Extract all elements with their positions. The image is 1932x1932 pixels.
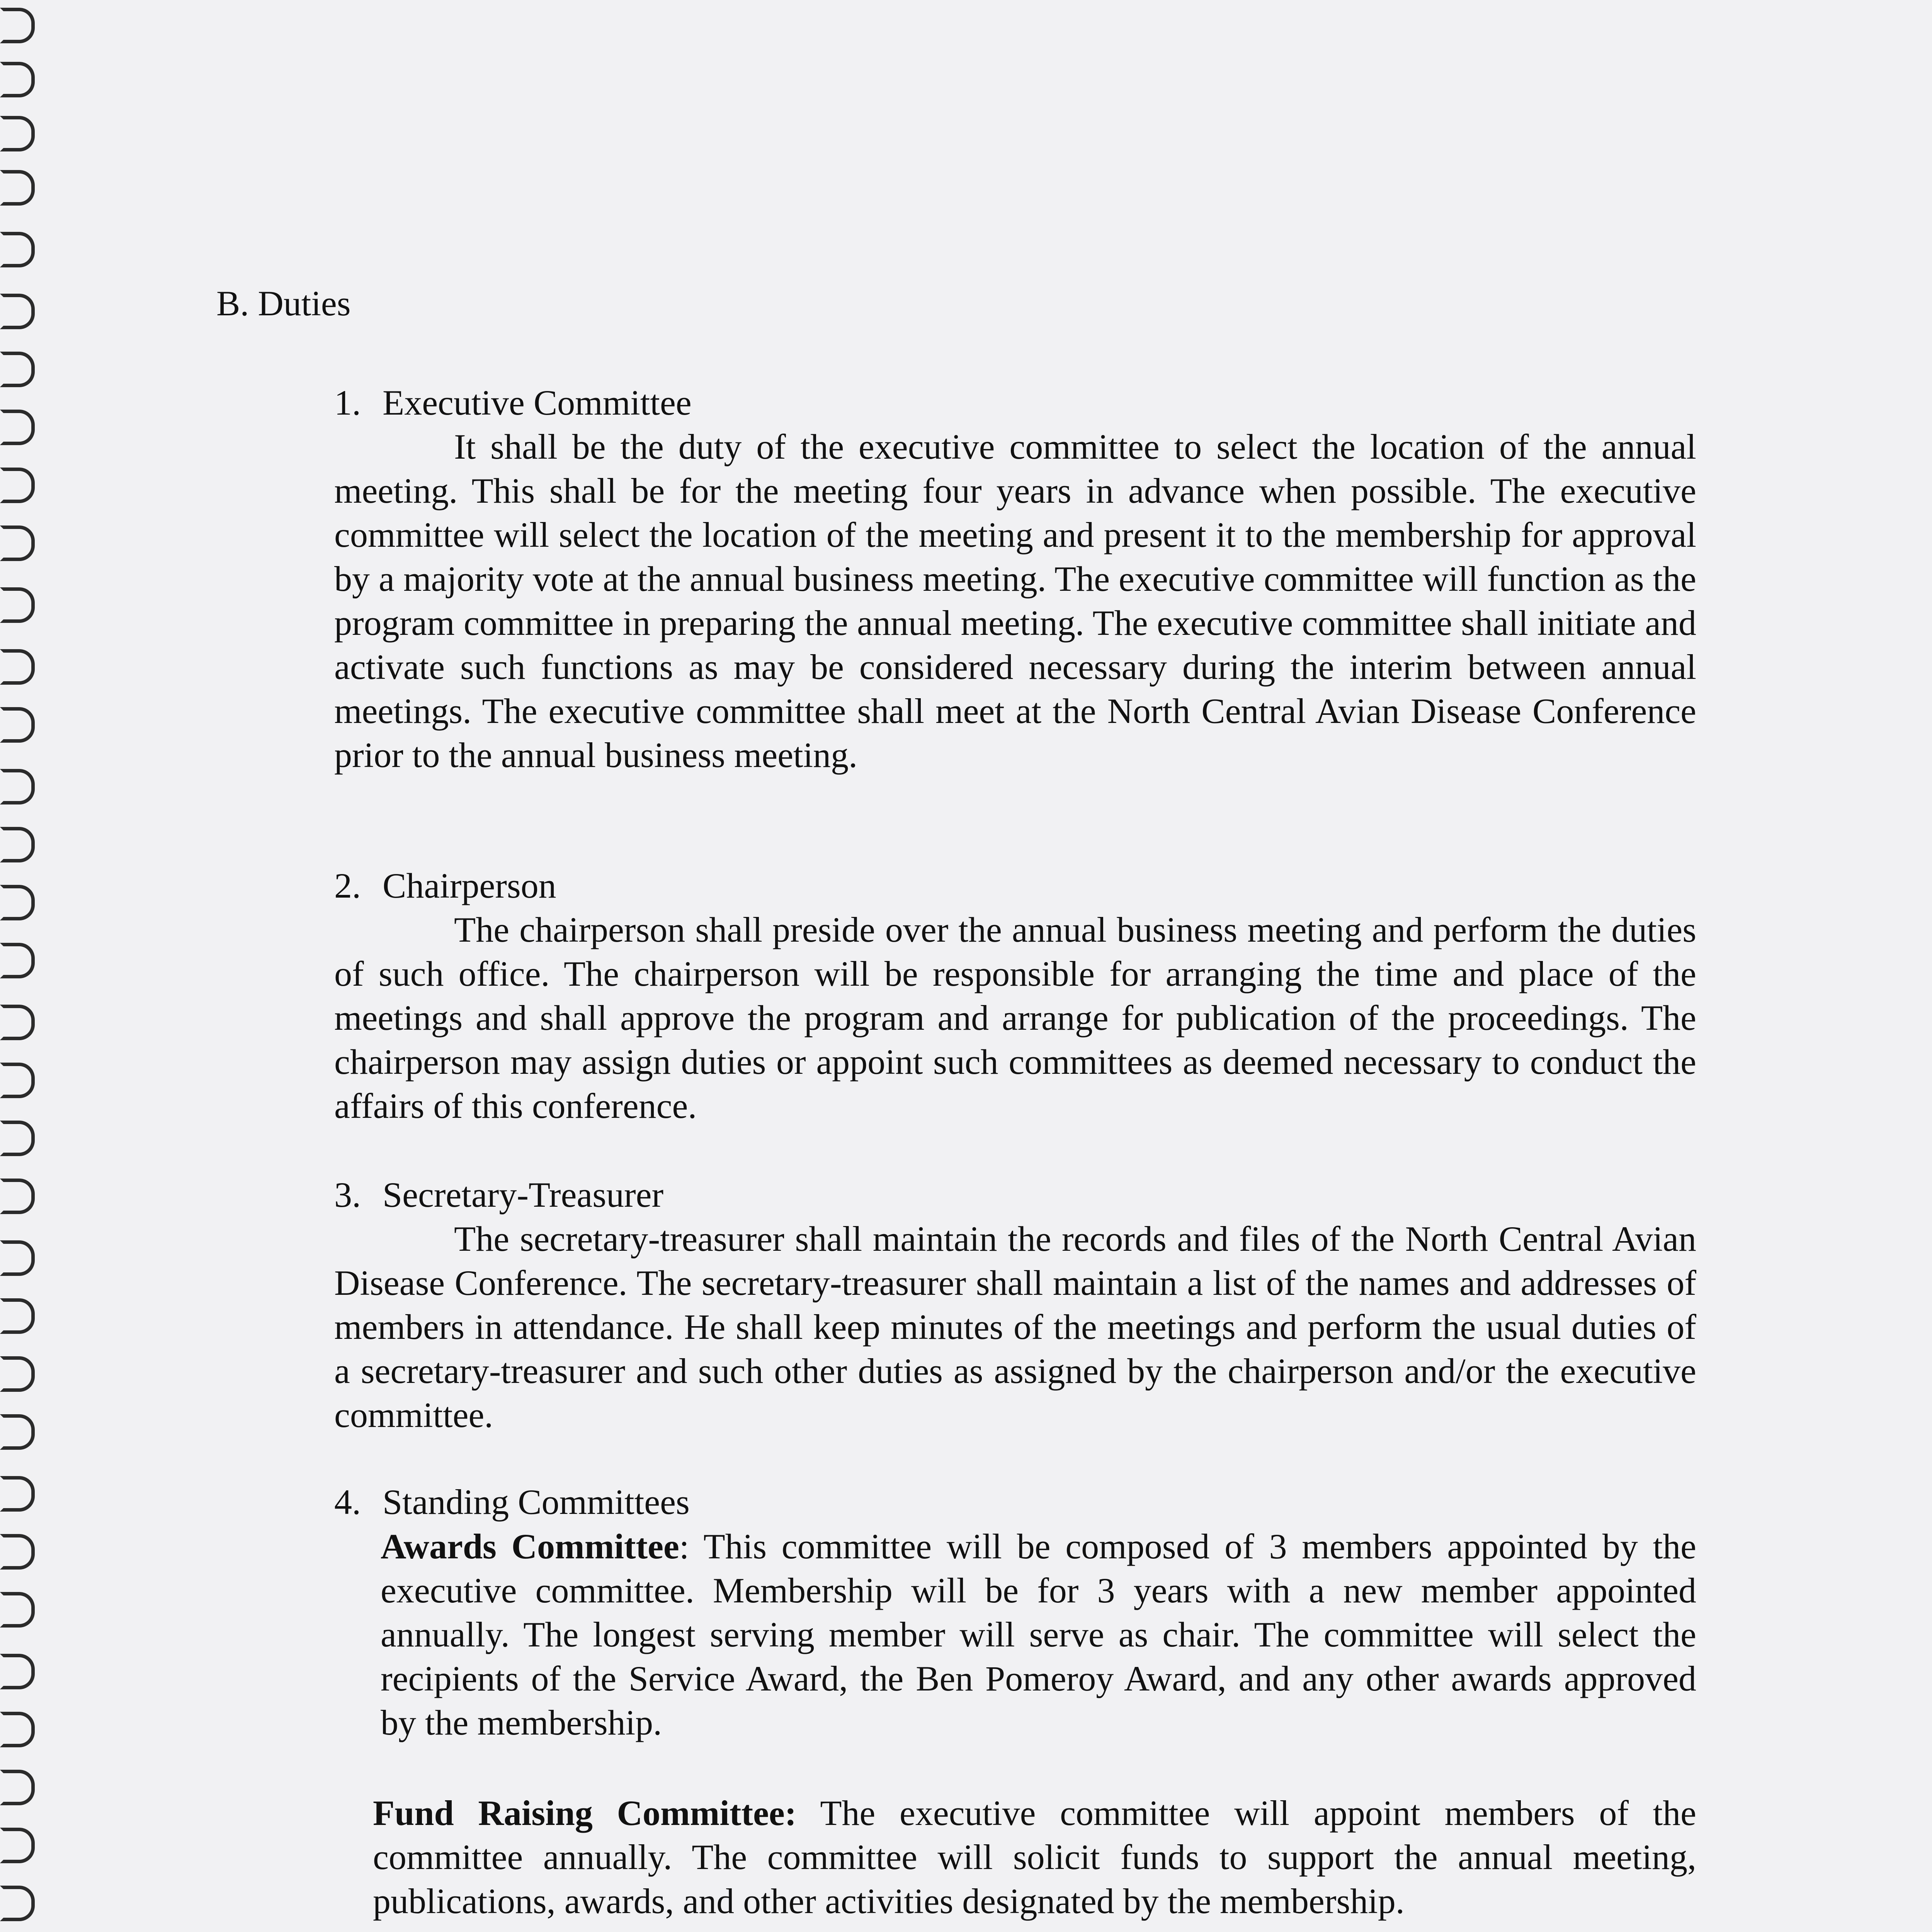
item-number: 4. — [334, 1482, 361, 1522]
binding-ring — [0, 1414, 35, 1450]
fund-raising-committee-paragraph — [373, 1791, 1696, 1923]
binding-ring — [0, 827, 35, 862]
binding-ring — [0, 170, 35, 206]
item-heading — [334, 1173, 1696, 1217]
item-number: 3. — [334, 1175, 361, 1214]
binding-ring — [0, 1592, 35, 1628]
committee-name: Fund Raising Committee: — [373, 1793, 797, 1833]
binding-ring — [0, 769, 35, 804]
awards-committee-paragraph — [381, 1524, 1696, 1745]
item-heading — [334, 1480, 1696, 1524]
binding-ring — [0, 1654, 35, 1689]
committee-name: Awards Committee — [381, 1527, 679, 1566]
binding-ring — [0, 352, 35, 387]
item-title: Standing Committees — [383, 1482, 690, 1522]
committee-separator: : — [679, 1527, 689, 1566]
binding-ring — [0, 1298, 35, 1334]
binding-ring — [0, 1240, 35, 1276]
binding-ring — [0, 1828, 35, 1863]
item-paragraph: It shall be the duty of the executive committee to select the location of the annual meeting. This shall be for the meeting four years in advance when possible. The executive committee will select the location of the meeting and present it to the membership for approval by a majority vote at the annual business meeting. The executive committee will function as the program committee in preparing the annual meeting. The executive committee shall initiate and activate such functions as may be considered necessary during the interim between annual meetings. The executive committee shall meet at the North Central Avian Disease Conference prior to the annual business meeting. — [334, 427, 1696, 775]
item-title: Secretary-Treasurer — [383, 1175, 664, 1214]
binding-ring — [0, 1886, 35, 1921]
item-paragraph: The secretary-treasurer shall maintain the records and files of the North Central Avian Disease Conference. The secretary-treasurer shall maintain a list of the names and addresses of members in attendance. He shall keep minutes of the meetings and perform the usual duties of a secretary-treasurer and such other duties as assigned by the chairperson and/or the executive committee. — [334, 1219, 1696, 1435]
binding-ring — [0, 1005, 35, 1040]
binding-ring — [0, 587, 35, 623]
duty-standing-committees — [334, 1480, 1696, 1524]
binding-ring — [0, 526, 35, 561]
item-title: Chairperson — [383, 866, 556, 905]
binding-ring — [0, 232, 35, 267]
binding-ring — [0, 1476, 35, 1512]
duty-executive-committee — [334, 381, 1696, 777]
duty-secretary-treasurer — [334, 1173, 1696, 1437]
binding-ring — [0, 649, 35, 685]
binding-ring — [0, 294, 35, 329]
item-paragraph: The chairperson shall preside over the annual business meeting and perform the duties of such office. The chairperson will be responsible for arranging the time and place of the meetings and shall approve the program and arrange for publication of the proceedings. The chairperson may assign duties or appoint such committees as deemed necessary to conduct the affairs of this conference. — [334, 910, 1696, 1126]
binding-ring — [0, 1712, 35, 1747]
binding-ring — [0, 1534, 35, 1570]
spiral-binding — [0, 0, 46, 1932]
binding-ring — [0, 410, 35, 445]
binding-ring — [0, 1121, 35, 1156]
section-title: B. Duties — [216, 284, 351, 323]
binding-ring — [0, 62, 35, 97]
binding-ring — [0, 1356, 35, 1392]
binding-ring — [0, 116, 35, 151]
item-title: Executive Committee — [383, 383, 692, 422]
binding-ring — [0, 943, 35, 978]
binding-ring — [0, 1063, 35, 1098]
committee-text: The executive committee will appoint members of the committee annually. The committee will solicit funds to support the annual meeting, publications, awards, and other activities designated by the membership. — [373, 1793, 1697, 1921]
binding-ring — [0, 1770, 35, 1805]
binding-ring — [0, 8, 35, 43]
binding-ring — [0, 1179, 35, 1214]
committee-text: This committee will be composed of 3 members appointed by the executive committee. Membership will be for 3 years with a new member appointed annually. The longest serving member will serve as chair. The committee will select the recipients of the Service Award, the Ben Pomeroy Award, and any other awards approved by the membership. — [381, 1527, 1696, 1742]
duty-chairperson — [334, 864, 1696, 1128]
binding-ring — [0, 468, 35, 503]
item-heading — [334, 381, 1696, 425]
binding-ring — [0, 707, 35, 743]
item-number: 1. — [334, 383, 361, 422]
item-number: 2. — [334, 866, 361, 905]
binding-ring — [0, 885, 35, 920]
item-heading — [334, 864, 1696, 908]
